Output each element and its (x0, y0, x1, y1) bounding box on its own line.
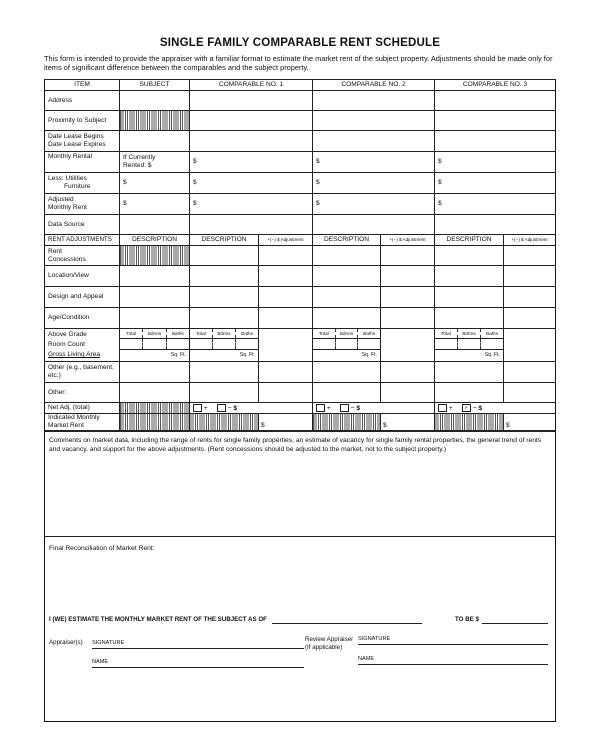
appraiser-label: Appraiser(s) (49, 639, 83, 646)
baths-label: Baths (171, 331, 184, 336)
rent-amount-field[interactable] (482, 623, 548, 624)
comments-field[interactable] (45, 460, 555, 534)
comp1-desc-field[interactable] (190, 383, 259, 403)
header-comp2: COMPARABLE NO. 2 (313, 80, 435, 91)
hatched-cell (313, 414, 381, 431)
comp2-room-count[interactable] (313, 329, 381, 362)
comp1-lease-field[interactable] (190, 131, 313, 152)
comp1-desc-field[interactable] (190, 287, 259, 308)
minus-checkbox[interactable] (217, 404, 226, 412)
bdrms-label: Bdrms (213, 329, 236, 338)
hatched-cell (435, 414, 504, 431)
table-row (45, 383, 556, 403)
comp3-indicated-rent[interactable]: $ (504, 414, 556, 431)
minus-checkbox-checked[interactable]: ✓ (462, 404, 471, 412)
row-label: Monthly Rental (45, 152, 120, 173)
label-line: Concessions (48, 255, 86, 263)
label-line: Rent (48, 247, 62, 255)
row-label (45, 173, 120, 194)
row-label (45, 194, 120, 215)
subject-rental-field[interactable] (120, 152, 190, 173)
hatched-cell (120, 403, 190, 414)
appraiser-signature-field[interactable] (92, 648, 304, 649)
baths-label: Baths (363, 331, 376, 336)
comp2-rental-field[interactable]: $ (313, 152, 435, 173)
comp3-lease-field[interactable] (435, 131, 556, 152)
name-label: NAME (358, 656, 375, 662)
table-row (45, 152, 556, 173)
description-header: DESCRIPTION (313, 235, 381, 246)
label-line: Gross Living Area (48, 351, 101, 358)
subject-desc-field[interactable] (120, 383, 190, 403)
bdrms-label: Bdrms (336, 329, 359, 338)
comparable-rent-table (44, 79, 556, 431)
adjustment-header: +(−) $ Adjustment (504, 235, 556, 246)
plus-label: + (448, 404, 453, 412)
comp3-adj-field[interactable] (504, 383, 556, 403)
label-line: Monthly Rent (48, 204, 87, 211)
label-line: Above Grade (48, 331, 87, 338)
comp3-net-adj (435, 403, 556, 414)
comp3-desc-field[interactable] (435, 308, 504, 329)
comp1-indicated-rent[interactable]: $ (259, 414, 313, 431)
comp1-adj-field[interactable] (259, 266, 313, 287)
plus-checkbox[interactable] (438, 404, 447, 412)
label-line: Date Lease Begins (48, 133, 104, 140)
comp3-adj-field[interactable] (504, 362, 556, 383)
row-label (45, 131, 120, 152)
adjustment-header: +(−) $ Adjustment (381, 235, 435, 246)
comp2-desc-field[interactable] (313, 362, 381, 383)
estimate-date-field[interactable] (272, 623, 422, 624)
row-label (45, 329, 120, 362)
table-row (45, 266, 556, 287)
comp2-desc-field[interactable] (313, 383, 381, 403)
comp2-source-field[interactable] (313, 215, 435, 235)
comp1-adj-field[interactable] (259, 308, 313, 329)
comp1-source-field[interactable] (190, 215, 313, 235)
minus-label: − (227, 404, 232, 412)
plus-label: + (326, 404, 331, 412)
comp1-adj-field[interactable] (259, 246, 313, 266)
table-row (45, 308, 556, 329)
table-row (45, 329, 556, 362)
comments-section (44, 431, 556, 722)
label-line: Room Count (48, 341, 86, 348)
comp3-adj-field[interactable] (504, 329, 556, 362)
to-be-label: TO BE $ (455, 616, 479, 623)
label-line: If Currently (123, 154, 156, 161)
comp3-source-field[interactable] (435, 215, 556, 235)
hatched-cell (120, 414, 190, 431)
comp3-desc-field[interactable] (435, 246, 504, 266)
table-row (45, 111, 556, 131)
final-reconciliation-label: Final Reconciliation of Market Rent: (49, 545, 155, 552)
plus-label: + (203, 404, 208, 412)
table-row (45, 194, 556, 215)
comp1-address-field[interactable] (190, 91, 313, 111)
sqft-label: Sq. Ft. (484, 352, 500, 358)
comp3-adj-field[interactable] (504, 287, 556, 308)
label-line: Rented: $ (123, 162, 152, 169)
rent-adjustments-header: RENT ADJUSTMENTS (45, 235, 120, 246)
subject-source-field[interactable] (120, 215, 190, 235)
signature-label: SIGNATURE (358, 636, 391, 642)
comp2-desc-field[interactable] (313, 246, 381, 266)
final-reconciliation-field[interactable] (45, 557, 555, 607)
baths-label: Baths (241, 331, 253, 336)
hatched-cell (120, 246, 190, 266)
label-line: (If applicable) (305, 644, 343, 651)
comments-label: Comments on market data, including the range of rents for single family properties, an estimate of vacancy for single family rental properties, the general trend of rents and vacancy, and support for the above adjustments. (Rent concessions should be adjusted to the market, not to the subject property.) (49, 437, 542, 453)
subject-adjusted-field[interactable]: $ (120, 194, 190, 215)
comp3-adj-field[interactable] (504, 308, 556, 329)
comp2-lease-field[interactable] (313, 131, 435, 152)
comp1-adj-field[interactable] (259, 362, 313, 383)
table-row (45, 173, 556, 194)
bdrms-label: Bdrms (143, 329, 166, 338)
comp1-net-adj (190, 403, 313, 414)
comp2-proximity-field[interactable] (313, 111, 435, 131)
bdrms-label: Bdrms (458, 329, 481, 338)
comp3-desc-field[interactable] (435, 287, 504, 308)
row-label: Data Source (45, 215, 120, 235)
minus-label: − (472, 404, 477, 412)
label-line: Indicated Monthly (48, 414, 100, 421)
subject-address-field[interactable] (120, 91, 190, 111)
subject-desc-field[interactable] (120, 308, 190, 329)
row-label: Proximity to Subject (45, 111, 120, 131)
subject-utilities-field[interactable]: $ (120, 173, 190, 194)
appraiser-name-field[interactable] (92, 667, 304, 668)
row-label: Age/Condition (45, 308, 120, 329)
table-row (45, 131, 556, 152)
row-label (45, 246, 120, 266)
comp3-utilities-field[interactable]: $ (435, 173, 556, 194)
intro-text: This form is intended to provide the appraiser with a familiar format to estimate the market rent of the subject property. Adjustments should be made only for items of significant difference between the comparables and the subject property. (44, 54, 553, 73)
review-name-field[interactable] (358, 664, 548, 665)
comp1-adjusted-field[interactable]: $ (190, 194, 313, 215)
table-row (45, 215, 556, 235)
row-label: Location/View (45, 266, 120, 287)
comp1-adj-field[interactable] (259, 329, 313, 362)
net-adj-row (45, 403, 556, 414)
sqft-label: Sq. Ft. (239, 352, 255, 358)
row-label: Other (e.g., basement, etc.) (45, 362, 120, 383)
comp3-desc-field[interactable] (435, 266, 504, 287)
subject-desc-field[interactable] (120, 266, 190, 287)
table-row (45, 246, 556, 266)
comp2-adj-field[interactable] (381, 362, 435, 383)
comp2-desc-field[interactable] (313, 266, 381, 287)
name-label: NAME (92, 659, 109, 665)
comp1-room-count[interactable] (190, 329, 259, 362)
comp3-adj-field[interactable] (504, 266, 556, 287)
sqft-label: Sq. Ft. (361, 352, 377, 358)
total-label: Total (313, 329, 336, 338)
adjustment-header: +(−) $ Adjustment (259, 235, 313, 246)
comp3-desc-field[interactable] (435, 362, 504, 383)
description-header: DESCRIPTION (435, 235, 504, 246)
label-line: Furniture (64, 183, 91, 190)
adjustments-header-row (45, 235, 556, 246)
comp1-desc-field[interactable] (190, 246, 259, 266)
row-label: Net Adj. (total) (45, 403, 120, 414)
dollar-label: $ (478, 404, 483, 412)
table-row (45, 91, 556, 111)
plus-checkbox[interactable] (193, 404, 202, 412)
estimate-label: I (WE) ESTIMATE THE MONTHLY MARKET RENT OF THE SUBJECT AS OF (49, 616, 267, 623)
comp2-adj-field[interactable] (381, 246, 435, 266)
dollar-label: $ (356, 404, 361, 412)
hatched-cell (190, 414, 259, 431)
minus-checkbox[interactable] (340, 404, 349, 412)
header-comp3: COMPARABLE NO. 3 (435, 80, 556, 91)
label-line: Date Lease Expires (48, 141, 106, 148)
hatched-cell (120, 111, 190, 131)
comp3-adj-field[interactable] (504, 246, 556, 266)
comp2-adjusted-field[interactable]: $ (313, 194, 435, 215)
review-signature-field[interactable] (358, 644, 548, 645)
comp2-desc-field[interactable] (313, 287, 381, 308)
comp2-adj-field[interactable] (381, 308, 435, 329)
comp2-adj-field[interactable] (381, 266, 435, 287)
total-label: Total (435, 329, 458, 338)
label-line: Review Appraiser (305, 636, 354, 643)
header-comp1: COMPARABLE NO. 1 (190, 80, 313, 91)
sqft-label: Sq. Ft. (170, 352, 186, 358)
label-line: Less: Utilities (48, 175, 87, 182)
comp3-room-count[interactable] (435, 329, 504, 362)
label-line: Market Rent (48, 422, 84, 429)
signature-label: SIGNATURE (92, 640, 125, 646)
baths-label: Baths (486, 331, 498, 336)
row-label: Address (45, 91, 120, 111)
comp2-address-field[interactable] (313, 91, 435, 111)
comp2-desc-field[interactable] (313, 308, 381, 329)
subject-lease-field[interactable] (120, 131, 190, 152)
dollar-label: $ (233, 404, 238, 412)
plus-checkbox[interactable] (316, 404, 325, 412)
review-appraiser-label (305, 636, 353, 652)
comp2-adj-field[interactable] (381, 287, 435, 308)
comp3-desc-field[interactable] (435, 383, 504, 403)
header-subject: SUBJECT (120, 80, 190, 91)
comp3-address-field[interactable] (435, 91, 556, 111)
total-label: Total (190, 329, 213, 338)
comp1-desc-field[interactable] (190, 266, 259, 287)
indicated-rent-row (45, 414, 556, 431)
comp1-utilities-field[interactable]: $ (190, 173, 313, 194)
header-row (45, 80, 556, 91)
comp1-desc-field[interactable] (190, 362, 259, 383)
description-header: DESCRIPTION (190, 235, 259, 246)
comp2-adj-field[interactable] (381, 383, 435, 403)
subject-desc-field[interactable] (120, 362, 190, 383)
comp2-utilities-field[interactable]: $ (313, 173, 435, 194)
comp3-rental-field[interactable]: $ (435, 152, 556, 173)
form-title: SINGLE FAMILY COMPARABLE RENT SCHEDULE (159, 37, 441, 49)
row-label: Design and Appeal (45, 287, 120, 308)
comp1-adj-field[interactable] (259, 287, 313, 308)
subject-room-count[interactable] (120, 329, 190, 362)
comp3-proximity-field[interactable] (435, 111, 556, 131)
comp2-net-adj (313, 403, 435, 414)
comp3-adjusted-field[interactable]: $ (435, 194, 556, 215)
total-label: Total (120, 329, 143, 338)
comp2-indicated-rent[interactable]: $ (381, 414, 435, 431)
comp1-adj-field[interactable] (259, 383, 313, 403)
row-label (45, 414, 120, 431)
row-label: Other: (45, 383, 120, 403)
comp1-proximity-field[interactable] (190, 111, 313, 131)
header-item: ITEM (45, 80, 120, 91)
comp2-adj-field[interactable] (381, 329, 435, 362)
label-line: Adjusted (48, 196, 74, 203)
table-row (45, 362, 556, 383)
description-header: DESCRIPTION (120, 235, 190, 246)
comp1-rental-field[interactable]: $ (190, 152, 313, 173)
subject-desc-field[interactable] (120, 287, 190, 308)
divider (45, 536, 555, 537)
minus-label: − (350, 404, 355, 412)
comp1-desc-field[interactable] (190, 308, 259, 329)
table-row (45, 287, 556, 308)
